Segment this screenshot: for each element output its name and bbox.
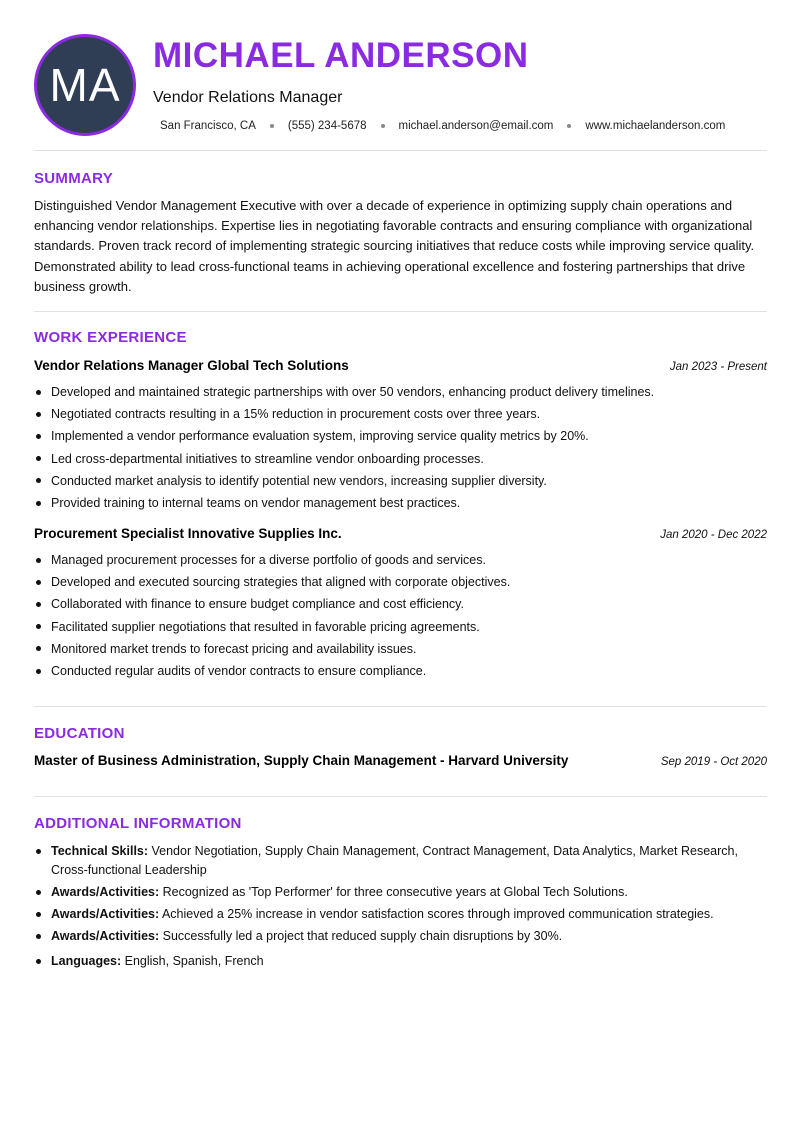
list-item: Monitored market trends to forecast pricing and availability issues. <box>34 638 767 660</box>
contact-email[interactable]: michael.anderson@email.com <box>398 120 554 132</box>
separator-dot <box>381 124 385 128</box>
item-label: Languages: <box>51 954 122 968</box>
additional-heading: ADDITIONAL INFORMATION <box>34 815 242 832</box>
contact-location: San Francisco, CA <box>160 120 256 132</box>
divider <box>34 311 767 312</box>
summary-heading: SUMMARY <box>34 170 114 187</box>
separator-dot <box>567 124 571 128</box>
list-item: Provided training to internal teams on vendor management best practices. <box>34 492 767 514</box>
job-dates: Jan 2023 - Present <box>669 361 767 373</box>
item-text: Successfully led a project that reduced supply chain disruptions by 30%. <box>159 928 563 943</box>
candidate-title: Vendor Relations Manager <box>153 89 343 106</box>
list-item: Facilitated supplier negotiations that resulted in favorable pricing agreements. <box>34 616 767 638</box>
list-item: Developed and executed sourcing strategies that aligned with corporate objectives. <box>34 571 767 593</box>
avatar <box>34 34 136 136</box>
list-item: Led cross-departmental initiatives to streamline vendor onboarding processes. <box>34 448 767 470</box>
candidate-name: MICHAEL ANDERSON <box>153 36 529 75</box>
education-heading: EDUCATION <box>34 725 125 742</box>
contact-line <box>160 120 725 132</box>
item-label: Awards/Activities: <box>51 906 160 921</box>
list-item <box>34 952 767 971</box>
education-entry <box>34 753 767 768</box>
job-bullets <box>34 549 767 682</box>
divider <box>34 150 767 151</box>
education-dates: Sep 2019 - Oct 2020 <box>660 756 767 768</box>
list-item <box>34 905 767 924</box>
item-label: Awards/Activities: <box>51 928 160 943</box>
item-text: Achieved a 25% increase in vendor satisfaction scores through improved communication strategies. <box>159 906 714 921</box>
divider <box>34 796 767 797</box>
separator-dot <box>270 124 274 128</box>
item-label: Awards/Activities: <box>51 884 160 899</box>
item-text: English, Spanish, French <box>121 954 264 968</box>
list-item <box>34 883 767 902</box>
list-item: Negotiated contracts resulting in a 15% reduction in procurement costs over three years. <box>34 403 767 425</box>
item-text: Vendor Negotiation, Supply Chain Management, Contract Management, Data Analytics, Market Research, Cross-functional Leadership <box>51 844 738 877</box>
avatar-initials: MA <box>49 59 121 111</box>
divider <box>34 706 767 707</box>
list-item <box>34 927 767 946</box>
experience-heading: WORK EXPERIENCE <box>34 329 187 346</box>
list-item <box>34 842 767 879</box>
additional-list <box>34 842 767 974</box>
contact-phone: (555) 234-5678 <box>287 120 367 132</box>
item-label: Technical Skills: <box>51 844 149 858</box>
summary-text: Distinguished Vendor Management Executive with over a decade of experience in optimizing supply chain operations and enhancing vendor relationships. Expertise lies in negotiating favorable contracts and ensuring compliance with organizational standards. Proven track record of implementing strategic sourcing initiatives that reduce costs while improving service quality. Demonstrated ability to lead cross-functional teams in achieving operational excellence and fostering partnerships that drive business growth. <box>34 198 755 294</box>
education-degree: Master of Business Administration, Supply Chain Management - Harvard University <box>34 753 569 768</box>
job-bullets <box>34 381 767 514</box>
item-text: Recognized as 'Top Performer' for three consecutive years at Global Tech Solutions. <box>159 884 628 899</box>
job-role: Procurement Specialist Innovative Supplies Inc. <box>34 526 342 541</box>
list-item: Conducted market analysis to identify potential new vendors, increasing supplier diversity. <box>34 470 767 492</box>
job-role: Vendor Relations Manager Global Tech Solutions <box>34 358 349 373</box>
list-item: Implemented a vendor performance evaluation system, improving service quality metrics by 20%. <box>34 425 767 447</box>
list-item: Conducted regular audits of vendor contracts to ensure compliance. <box>34 660 767 682</box>
job-dates: Jan 2020 - Dec 2022 <box>660 529 767 541</box>
list-item: Collaborated with finance to ensure budget compliance and cost efficiency. <box>34 593 767 615</box>
job-header <box>34 358 767 373</box>
list-item: Managed procurement processes for a diverse portfolio of goods and services. <box>34 549 767 571</box>
job-header <box>34 526 767 541</box>
list-item: Developed and maintained strategic partnerships with over 50 vendors, enhancing product delivery timelines. <box>34 381 767 403</box>
contact-website[interactable]: www.michaelanderson.com <box>585 120 726 132</box>
